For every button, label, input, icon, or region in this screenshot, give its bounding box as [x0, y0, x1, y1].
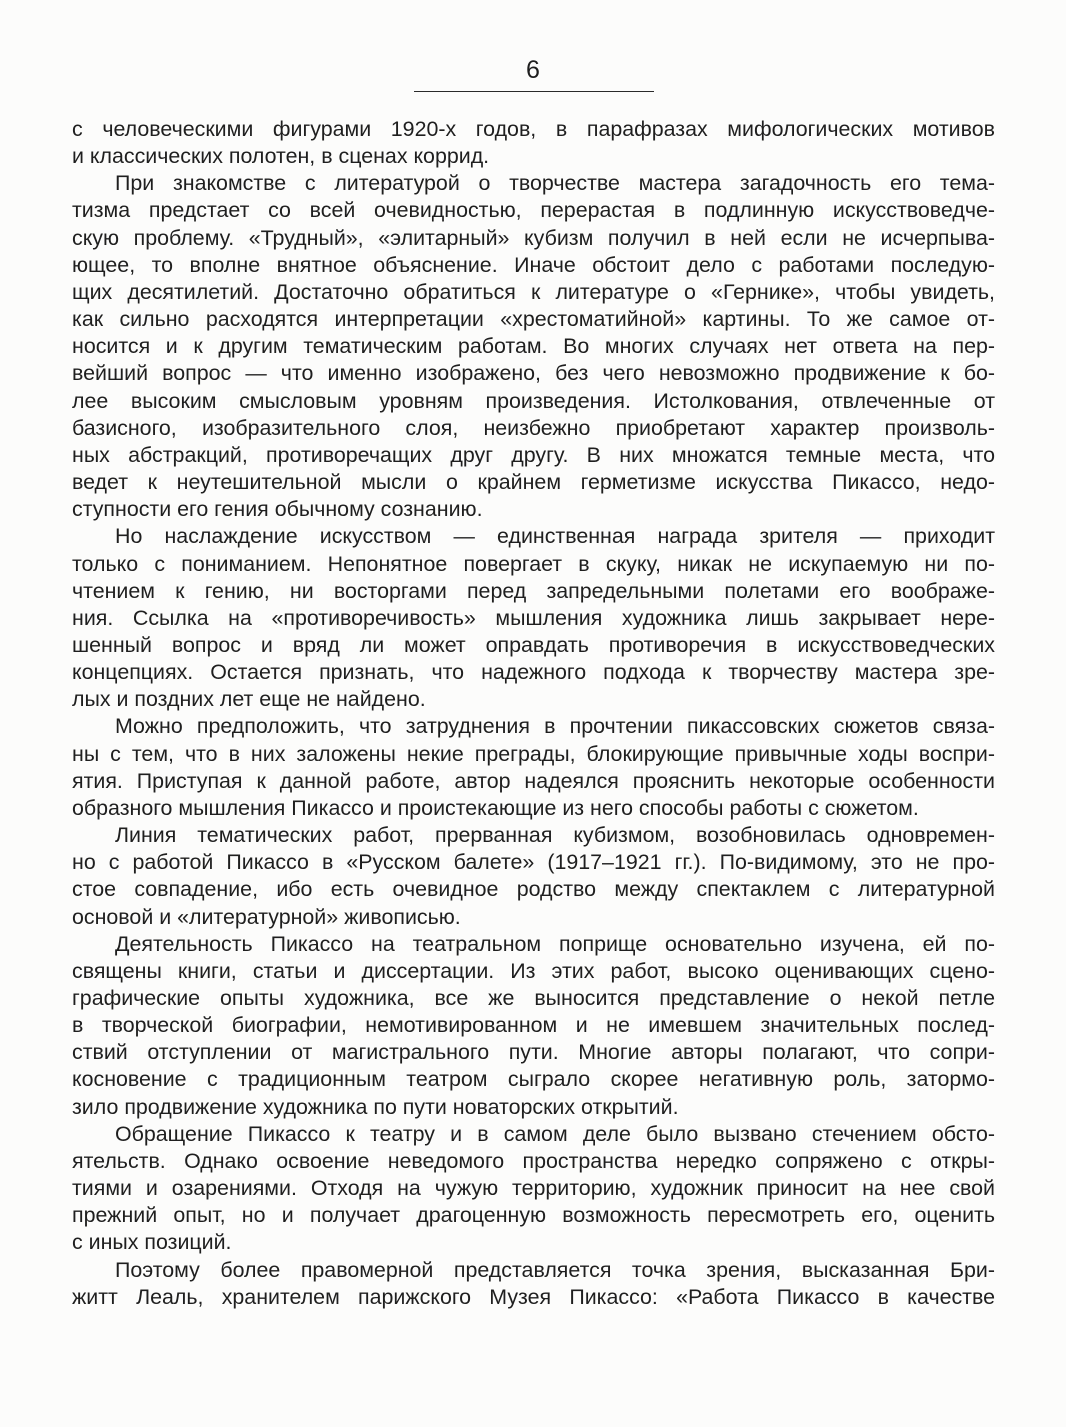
- text-line: но с работой Пикассо в «Русском балете» (1917–1921 гг.). По-видимому, это не про-: [72, 850, 995, 875]
- text-line: ных абстракций, противоречащих друг другу. В них множатся темные места, что: [72, 442, 995, 467]
- text-line: основой и «литературной» живописью.: [72, 904, 461, 929]
- text-line: скую проблему. «Трудный», «элитарный» кубизм получил в ней если не исчерпыва-: [72, 225, 995, 250]
- text-line: прежний опыт, но и получает драгоценную возможность пересмотреть его, оценить: [72, 1203, 995, 1228]
- text-line: ятия. Приступая к данной работе, автор надеялся прояснить некоторые особенности: [72, 768, 995, 793]
- text-line: ведет к неутешительной мысли о крайнем герметизме искусства Пикассо, недо-: [72, 470, 995, 495]
- text-line: ятельств. Однако освоение неведомого пространства нередко сопряжено с откры-: [72, 1148, 995, 1173]
- paragraph: [72, 822, 995, 931]
- text-line: носится и к другим тематическим работам. Во многих случаях нет ответа на пер-: [72, 334, 995, 359]
- text-line: ступности его гения обычному сознанию.: [72, 497, 483, 522]
- text-line: щих десятилетий. Достаточно обратиться к литературе о «Гернике», чтобы увидеть,: [72, 279, 995, 304]
- text-line: стое совпадение, ибо есть очевидное родство между спектаклем с литературной: [72, 877, 995, 902]
- text-line: При знакомстве с литературой о творчестве мастера загадочность его тема-: [115, 171, 995, 196]
- paragraph: [72, 1121, 995, 1257]
- header-rule: [414, 91, 654, 92]
- text-line: чтением к гению, ни восторгами перед запредельными полетами его воображе-: [72, 578, 995, 603]
- text-line: только с пониманием. Непонятное повергает в скуку, никак не искупаемую ни по-: [72, 551, 995, 576]
- text-line: зило продвижение художника по пути новаторских открытий.: [72, 1094, 679, 1119]
- text-line: с человеческими фигурами 1920-х годов, в парафразах мифологических мотивов: [72, 117, 995, 141]
- text-line: базисного, изобразительного слоя, неизбежно приобретают характер произволь-: [72, 415, 995, 440]
- text-line: житт Леаль, хранителем парижского Музея Пикассо: «Работа Пикассо в качестве: [72, 1284, 995, 1309]
- paragraph: [72, 1257, 995, 1311]
- text-line: шенный вопрос и вряд ли может оправдать противоречия в искусствоведческих: [72, 632, 995, 657]
- text-line: священы книги, статьи и диссертации. Из этих работ, высоко оценивающих сцено-: [72, 958, 995, 983]
- text-line: Линия тематических работ, прерванная кубизмом, возобновилась одновремен-: [115, 823, 995, 848]
- paragraph: [72, 523, 995, 713]
- text-line: ствий отступлении от магистрального пути. Многие авторы полагают, что сопри-: [72, 1040, 995, 1065]
- text-line: Деятельность Пикассо на театральном поприще основательно изучена, ей по-: [115, 931, 995, 956]
- text-line: лых и поздних лет еще не найдено.: [72, 687, 426, 712]
- text-line: ния. Ссылка на «противоречивость» мышления художника лишь закрывает нере-: [72, 605, 995, 630]
- text-line: образного мышления Пикассо и проистекающие из него способы работы с сюжетом.: [72, 795, 919, 820]
- text-line: Можно предположить, что затруднения в прочтении пикассовских сюжетов связа-: [115, 714, 995, 739]
- text-line: тиями и озарениями. Отходя на чужую территорию, художник приносит на нее свой: [72, 1176, 995, 1201]
- paragraph: [72, 713, 995, 822]
- paragraph: [72, 170, 995, 523]
- text-line: вейший вопрос — что именно изображено, без чего невозможно продвижение к бо-: [72, 361, 995, 386]
- body-text: [72, 116, 995, 1311]
- text-line: Поэтому более правомерной представляется точка зрения, высказанная Бри-: [115, 1257, 995, 1282]
- page-number: 6: [526, 56, 540, 84]
- text-line: с иных позиций.: [72, 1230, 232, 1255]
- text-line: графические опыты художника, все же выносится представление о некой петле: [72, 986, 995, 1010]
- text-line: тизма предстает со всей очевидностью, перерастая в подлинную искусствоведче-: [72, 198, 995, 223]
- text-line: Но наслаждение искусством — единственная награда зрителя — приходит: [115, 524, 995, 549]
- text-line: ющее, то вполне внятное объяснение. Иначе обстоит дело с работами последую-: [72, 252, 995, 277]
- text-line: ны с тем, что в них заложены некие преграды, блокирующие привычные ходы воспри-: [72, 741, 995, 766]
- text-line: концепциях. Остается признать, что надежного подхода к творчеству мастера зре-: [72, 660, 995, 685]
- text-line: в творческой биографии, немотивированном и не имевшем значительных послед-: [72, 1013, 995, 1038]
- paragraph: [72, 116, 995, 170]
- text-line: как сильно расходятся интерпретации «хрестоматийной» картины. То же самое от-: [72, 307, 995, 332]
- paragraph: [72, 931, 995, 1121]
- text-line: косновение с традиционным театром сыграло скорее негативную роль, затормо-: [72, 1067, 995, 1092]
- text-line: Обращение Пикассо к театру и в самом деле было вызвано стечением обсто-: [115, 1121, 995, 1146]
- text-line: лее высоким смысловым уровням произведения. Истолкования, отвлеченные от: [72, 388, 995, 413]
- text-line: и классических полотен, в сценах коррид.: [72, 144, 490, 169]
